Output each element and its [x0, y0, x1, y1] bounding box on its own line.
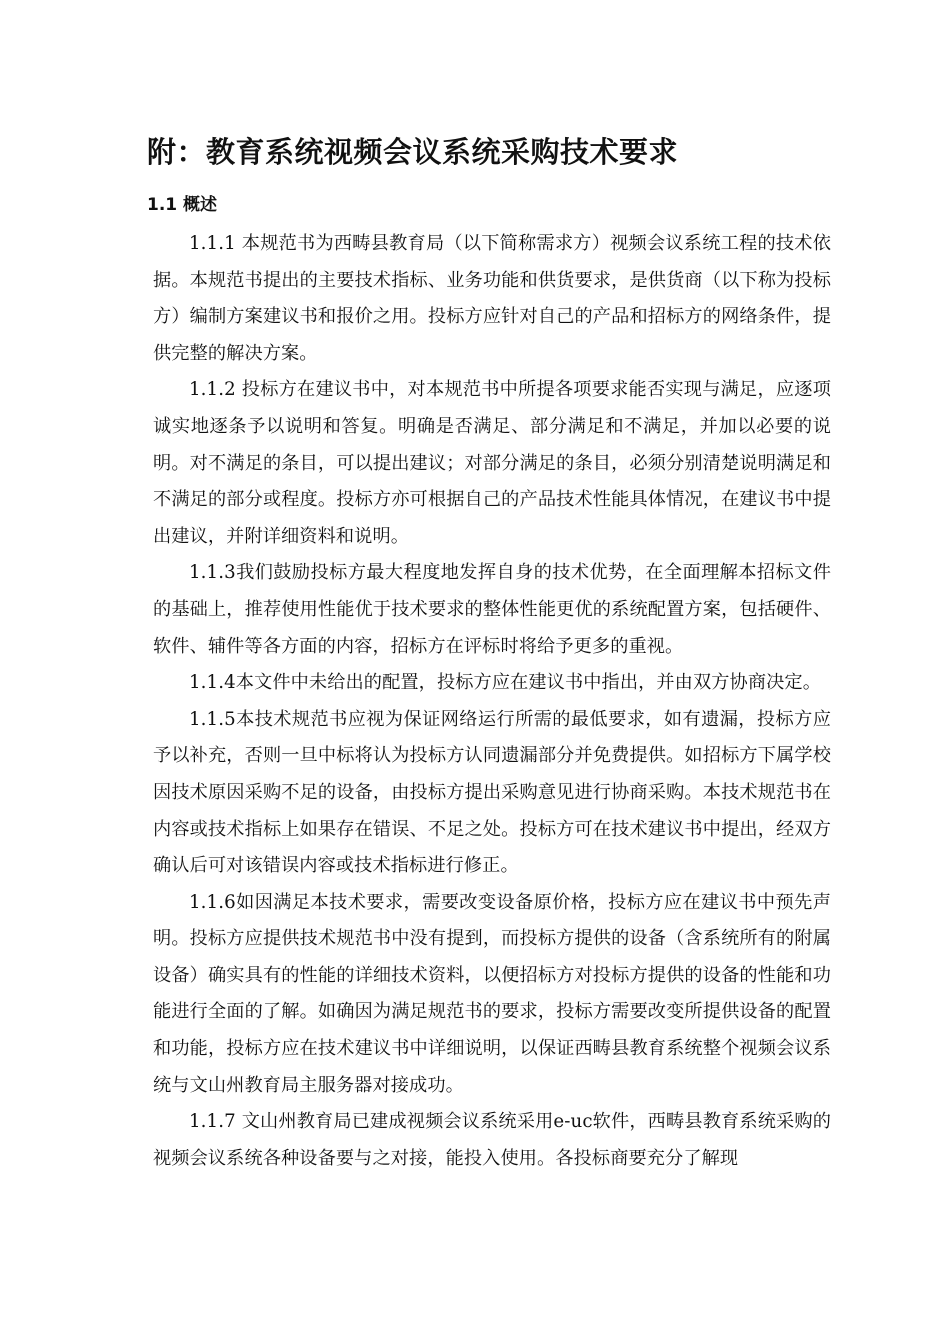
paragraph-1-1-4: 1.1.4本文件中未给出的配置，投标方应在建议书中指出，并由双方协商决定。 — [189, 672, 821, 694]
section-heading: 1.1 概述 — [147, 195, 218, 215]
paragraph-1-1-6: 1.1.6如因满足本技术要求，需要改变设备原价格，投标方应在建议书中预先声明。投标方应提供技术规范书中没有提到，而投标方提供的设备（含系统所有的附属设备）确实具有的性能的详细技术资料，以便招标方对投标方提供的设备的性能和功能进行全面的了解。如确因为满足规范书的要求，投标方需要改变所提供设备的配置和功能，投标方应在技术建议书中详细说明，以保证西畴县教育系统整个视频会议系统与文山州教育局主服务器对接成功。 — [153, 891, 831, 1096]
paragraph-1-1-5: 1.1.5本技术规范书应视为保证网络运行所需的最低要求，如有遗漏，投标方应予以补充，否则一旦中标将认为投标方认同遗漏部分并免费提供。如招标方下属学校因技术原因采购不足的设备，由投标方提出采购意见进行协商采购。本技术规范书在内容或技术指标上如果存在错误、不足之处。投标方可在技术建议书中提出，经双方确认后可对该错误内容或技术指标进行修正。 — [153, 708, 831, 877]
document-title: 附：教育系统视频会议系统采购技术要求 — [147, 135, 679, 169]
document-body — [153, 226, 831, 1177]
paragraph-1-1-3: 1.1.3我们鼓励投标方最大程度地发挥自身的技术优势，在全面理解本招标文件的基础上，推荐使用性能优于技术要求的整体性能更优的系统配置方案，包括硬件、软件、辅件等各方面的内容，招标方在评标时将给予更多的重视。 — [153, 562, 831, 657]
paragraph-1-1-1: 1.1.1 本规范书为西畴县教育局（以下简称需求方）视频会议系统工程的技术依据。本规范书提出的主要技术指标、业务功能和供货要求，是供货商（以下称为投标方）编制方案建议书和报价之用。投标方应针对自己的产品和招标方的网络条件，提供完整的解决方案。 — [153, 233, 831, 364]
paragraph-1-1-7: 1.1.7 文山州教育局已建成视频会议系统采用e-uc软件，西畴县教育系统采购的视频会议系统各种设备要与之对接，能投入使用。各投标商要充分了解现 — [153, 1111, 831, 1169]
paragraph-1-1-2: 1.1.2 投标方在建议书中，对本规范书中所提各项要求能否实现与满足，应逐项诚实地逐条予以说明和答复。明确是否满足、部分满足和不满足，并加以必要的说明。对不满足的条目，可以提出建议；对部分满足的条目，必须分别清楚说明满足和不满足的部分或程度。投标方亦可根据自己的产品技术性能具体情况，在建议书中提出建议，并附详细资料和说明。 — [153, 379, 831, 547]
